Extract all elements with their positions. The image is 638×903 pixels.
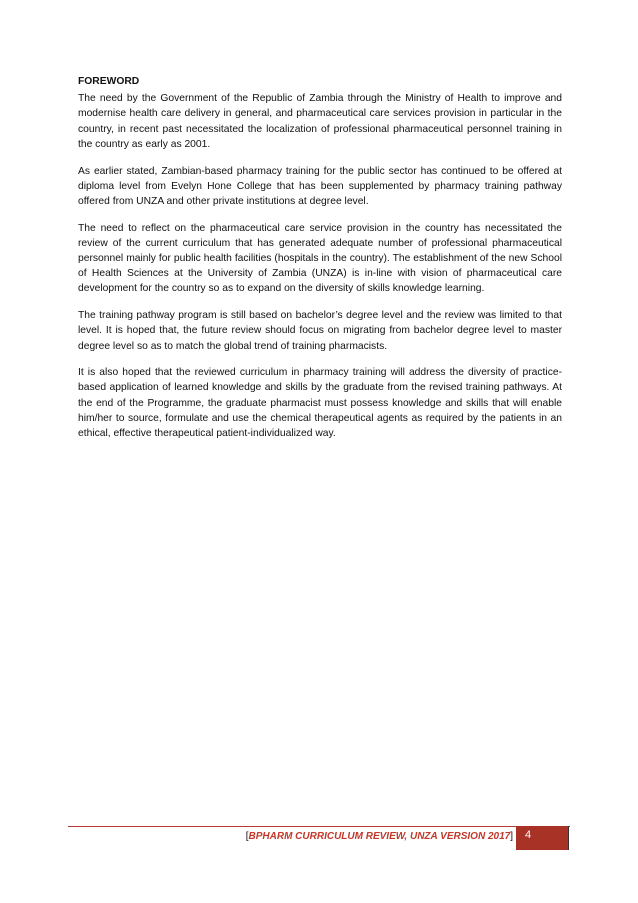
paragraph-2: As earlier stated, Zambian-based pharmacy training for the public sector has continued to be offered at diploma level from Evelyn Hone College that has been supplemented by pharmacy training pathway offered from UNZA and other private institutions at degree level. — [78, 165, 562, 207]
paragraph-4: The training pathway program is still based on bachelor’s degree level and the review was limited to that level. It is hoped that, the future review should focus on migrating from bachelor degree level to master degree level so as to match the global trend of training pharmacists. — [78, 310, 562, 352]
page-body — [78, 74, 562, 453]
page-number-badge-edge — [568, 826, 569, 850]
page-number: 4 — [525, 829, 532, 841]
paragraph-5: It is also hoped that the reviewed curriculum in pharmacy training will address the diversity of practice-based application of learned knowledge and skills by the graduate from the revised training pathways. At the end of the Programme, the graduate pharmacist must possess knowledge and skills that will enable him/her to source, formulate and use the chemical therapeutical agents as required by the patients in an ethical, effective therapeutical patient-individualized way. — [78, 367, 562, 440]
footer-title — [200, 830, 513, 844]
paragraph-1: The need by the Government of the Republic of Zambia through the Ministry of Health to improve and modernise health care delivery in general, and pharmaceutical care services provision in particular in the country, in recent past necessitated the localization of professional pharmaceutical personnel training in the country as early as 2001. — [78, 93, 562, 150]
page-number-badge — [516, 826, 568, 850]
footer-bracket-close: ] — [510, 831, 513, 842]
section-heading: FOREWORD — [78, 76, 140, 87]
footer-bracket-open: [ — [245, 831, 249, 842]
footer-title-text: BPHARM CURRICULUM REVIEW, UNZA VERSION 2017 — [248, 831, 511, 842]
footer-divider — [68, 826, 570, 827]
paragraph-3: The need to reflect on the pharmaceutical care service provision in the country has necessitated the review of the current curriculum that has generated adequate number of professional pharmaceutical personnel mainly for public health facilities (hospitals in the country). The establishment of the new School of Health Sciences at the University of Zambia (UNZA) is in-line with vision of pharmaceutical care development for the country so as to expand on the diversity of skills knowledge learning. — [78, 222, 562, 295]
